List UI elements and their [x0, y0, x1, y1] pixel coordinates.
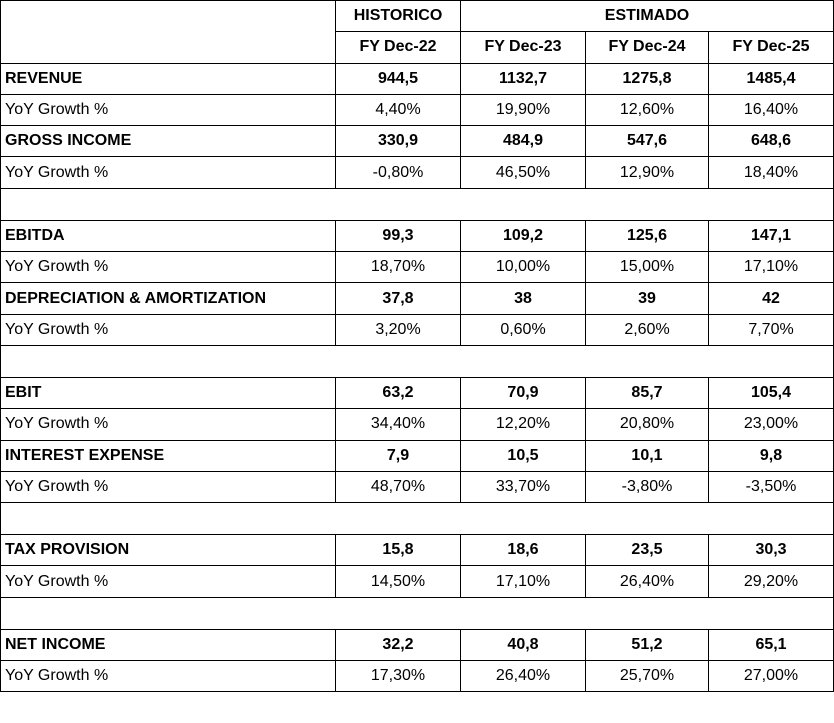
table-row-tax-provision-growth [1, 566, 834, 597]
row-label: YoY Growth % [1, 157, 336, 188]
row-label: DEPRECIATION & AMORTIZATION [1, 283, 336, 314]
row-value: 16,40% [709, 94, 834, 125]
table-row-ebitda-growth [1, 252, 834, 283]
table-row-ebit [1, 377, 834, 408]
row-value: 63,2 [336, 377, 461, 408]
row-label: YoY Growth % [1, 252, 336, 283]
table-row-interest-expense-growth [1, 471, 834, 502]
row-value: 27,00% [709, 661, 834, 692]
row-value: 10,1 [586, 440, 709, 471]
row-value: 48,70% [336, 471, 461, 502]
row-value: 19,90% [461, 94, 586, 125]
row-value: 34,40% [336, 409, 461, 440]
row-label: EBITDA [1, 220, 336, 251]
row-value: 3,20% [336, 314, 461, 345]
row-value: 20,80% [586, 409, 709, 440]
row-value: 12,60% [586, 94, 709, 125]
table-row-tax-provision [1, 535, 834, 566]
table-row-net-income [1, 629, 834, 660]
row-value: -0,80% [336, 157, 461, 188]
row-label: INTEREST EXPENSE [1, 440, 336, 471]
row-value: 1132,7 [461, 63, 586, 94]
table-row-revenue-growth [1, 94, 834, 125]
table-row-interest-expense [1, 440, 834, 471]
row-label: NET INCOME [1, 629, 336, 660]
row-value: 38 [461, 283, 586, 314]
row-label: YoY Growth % [1, 94, 336, 125]
header-historico: HISTORICO [336, 1, 461, 32]
row-value: 547,6 [586, 126, 709, 157]
row-value: 32,2 [336, 629, 461, 660]
row-value: 42 [709, 283, 834, 314]
table-row-gross-income-growth [1, 157, 834, 188]
row-value: 18,6 [461, 535, 586, 566]
row-value: 85,7 [586, 377, 709, 408]
row-value: 7,9 [336, 440, 461, 471]
row-value: 10,5 [461, 440, 586, 471]
row-value: 105,4 [709, 377, 834, 408]
spacer-cell [1, 188, 834, 220]
row-label: TAX PROVISION [1, 535, 336, 566]
row-label: GROSS INCOME [1, 126, 336, 157]
table-spacer-row [1, 503, 834, 535]
row-value: -3,80% [586, 471, 709, 502]
row-value: 15,8 [336, 535, 461, 566]
row-value: 65,1 [709, 629, 834, 660]
row-value: 0,60% [461, 314, 586, 345]
row-value: 12,90% [586, 157, 709, 188]
row-value: 7,70% [709, 314, 834, 345]
row-value: 1275,8 [586, 63, 709, 94]
row-value: 23,00% [709, 409, 834, 440]
header-estimado: ESTIMADO [461, 1, 834, 32]
row-value: 648,6 [709, 126, 834, 157]
row-value: 17,10% [709, 252, 834, 283]
row-value: 147,1 [709, 220, 834, 251]
table-row-revenue [1, 63, 834, 94]
row-value: 26,40% [461, 661, 586, 692]
row-value: 51,2 [586, 629, 709, 660]
row-value: 18,40% [709, 157, 834, 188]
row-value: 26,40% [586, 566, 709, 597]
row-value: 15,00% [586, 252, 709, 283]
row-value: 484,9 [461, 126, 586, 157]
spacer-cell [1, 503, 834, 535]
row-label: YoY Growth % [1, 314, 336, 345]
row-value: 40,8 [461, 629, 586, 660]
row-value: 330,9 [336, 126, 461, 157]
row-label: YoY Growth % [1, 409, 336, 440]
row-value: 33,70% [461, 471, 586, 502]
table-row-ebit-growth [1, 409, 834, 440]
table-spacer-row [1, 597, 834, 629]
header-period: FY Dec-23 [461, 32, 586, 63]
row-label: YoY Growth % [1, 661, 336, 692]
row-value: 46,50% [461, 157, 586, 188]
header-group-row [1, 1, 834, 32]
row-value: 4,40% [336, 94, 461, 125]
row-value: 1485,4 [709, 63, 834, 94]
row-value: 109,2 [461, 220, 586, 251]
row-label: REVENUE [1, 63, 336, 94]
row-value: 2,60% [586, 314, 709, 345]
header-blank-cell [1, 1, 336, 64]
row-label: YoY Growth % [1, 566, 336, 597]
row-label: YoY Growth % [1, 471, 336, 502]
table-row-net-income-growth [1, 661, 834, 692]
row-value: 9,8 [709, 440, 834, 471]
table-spacer-row [1, 188, 834, 220]
row-value: 14,50% [336, 566, 461, 597]
row-value: 37,8 [336, 283, 461, 314]
table-spacer-row [1, 345, 834, 377]
header-period: FY Dec-25 [709, 32, 834, 63]
spacer-cell [1, 345, 834, 377]
table-row-ebitda [1, 220, 834, 251]
row-label: EBIT [1, 377, 336, 408]
row-value: 125,6 [586, 220, 709, 251]
table-row-depreciation-amortization [1, 283, 834, 314]
row-value: -3,50% [709, 471, 834, 502]
row-value: 70,9 [461, 377, 586, 408]
row-value: 12,20% [461, 409, 586, 440]
header-period: FY Dec-22 [336, 32, 461, 63]
table-row-depreciation-amortization-growth [1, 314, 834, 345]
row-value: 39 [586, 283, 709, 314]
row-value: 29,20% [709, 566, 834, 597]
row-value: 18,70% [336, 252, 461, 283]
row-value: 25,70% [586, 661, 709, 692]
row-value: 17,30% [336, 661, 461, 692]
row-value: 17,10% [461, 566, 586, 597]
row-value: 944,5 [336, 63, 461, 94]
row-value: 30,3 [709, 535, 834, 566]
table-row-gross-income [1, 126, 834, 157]
row-value: 99,3 [336, 220, 461, 251]
header-period: FY Dec-24 [586, 32, 709, 63]
row-value: 10,00% [461, 252, 586, 283]
row-value: 23,5 [586, 535, 709, 566]
spacer-cell [1, 597, 834, 629]
